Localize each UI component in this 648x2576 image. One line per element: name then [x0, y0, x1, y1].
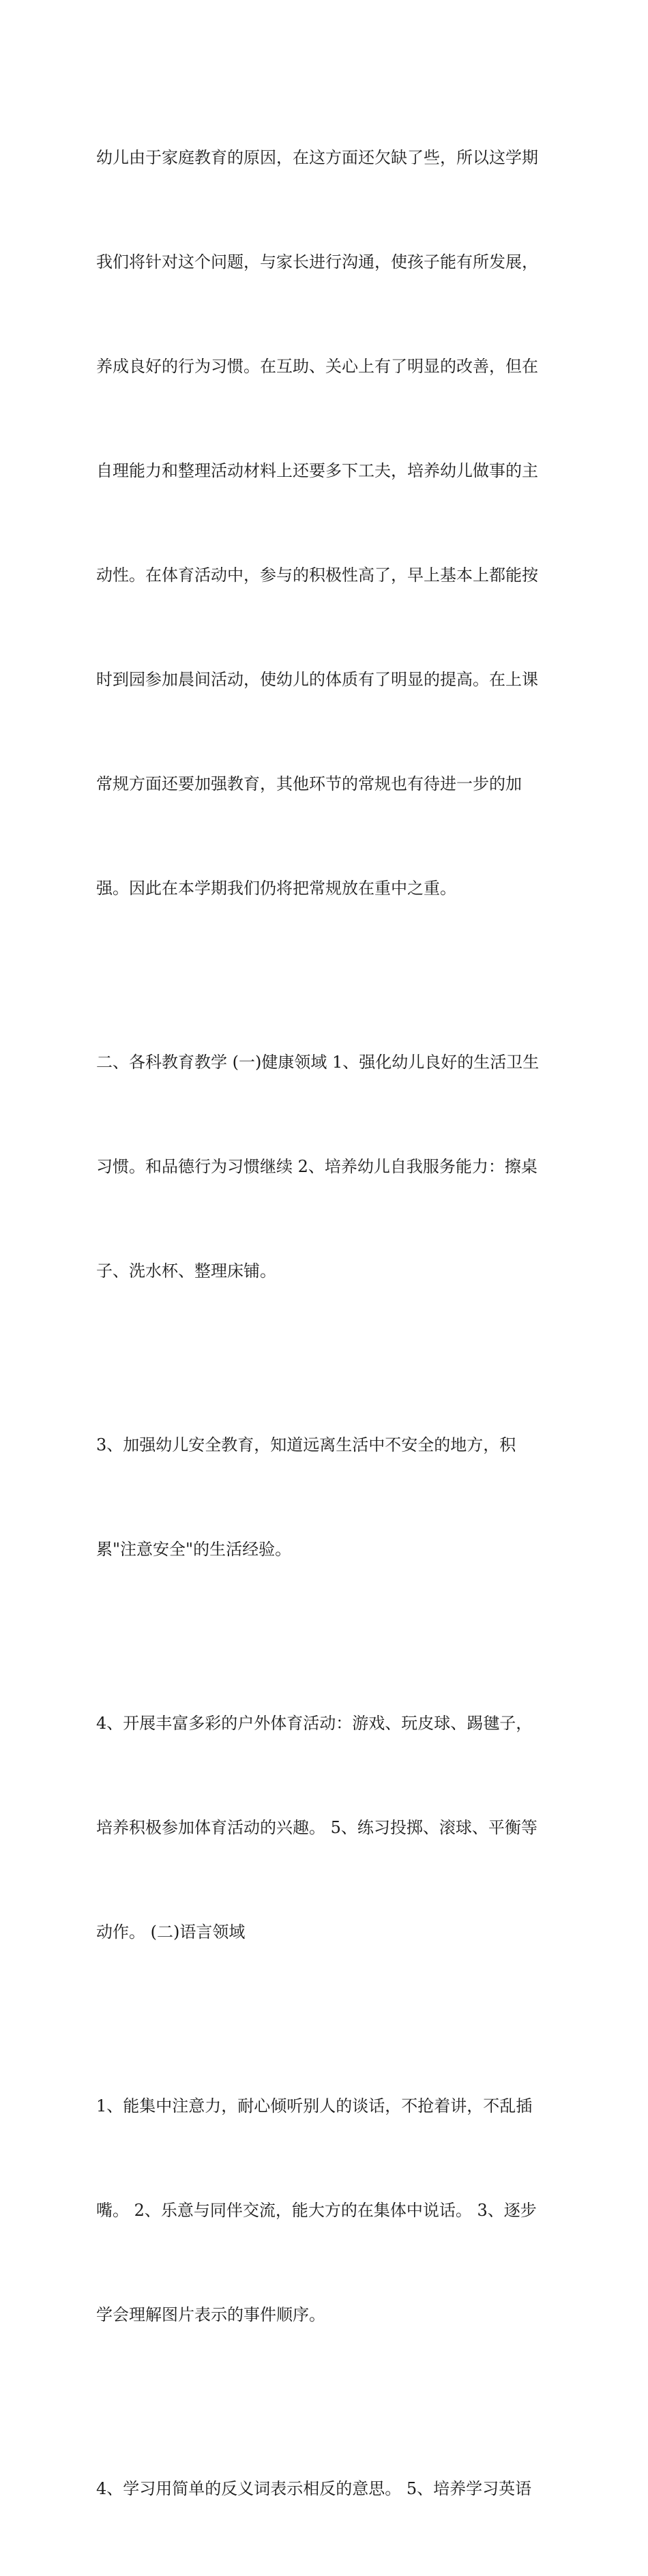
- text-line: 习惯。和品德行为习惯继续 2、培养幼儿自我服务能力：擦桌: [96, 1157, 537, 1176]
- paragraph-3: [96, 1358, 567, 1637]
- text-line: 嘴。 2、乐意与同伴交流，能大方的在集体中说话。 3、逐步: [96, 2201, 537, 2220]
- paragraph-6: [96, 2402, 567, 2576]
- text-line: 时到园参加晨间活动，使幼儿的体质有了明显的提高。在上课: [96, 670, 538, 689]
- text-line: 子、洗水杯、整理床铺。: [96, 1261, 276, 1280]
- text-line: 3、加强幼儿安全教育，知道远离生活中不安全的地方，积: [96, 1435, 516, 1454]
- text-line: 4、学习用简单的反义词表示相反的意思。 5、培养学习英语: [96, 2479, 532, 2498]
- paragraph-4: [96, 1637, 567, 2019]
- text-line: 培养积极参加体育活动的兴趣。 5、练习投掷、滚球、平衡等: [96, 1818, 537, 1837]
- text-line: 二、各科教育教学 (一)健康领域 1、强化幼儿良好的生活卫生: [96, 1053, 540, 1072]
- text-line: 幼儿由于家庭教育的原因，在这方面还欠缺了些，所以这学期: [96, 148, 538, 167]
- text-line: 动作。 (二)语言领域: [96, 1922, 246, 1942]
- text-line: 累"注意安全"的生活经验。: [96, 1540, 292, 1559]
- text-line: 强。因此在本学期我们仍将把常规放在重中之重。: [96, 879, 456, 898]
- text-line: 常规方面还要加强教育，其他环节的常规也有待进一步的加: [96, 774, 522, 793]
- text-line: 1、能集中注意力，耐心倾听别人的谈话，不抢着讲，不乱插: [96, 2096, 533, 2116]
- paragraph-5: [96, 2019, 567, 2402]
- text-line: 动性。在体育活动中，参与的积极性高了，早上基本上都能按: [96, 566, 538, 585]
- paragraph-1: [96, 71, 567, 976]
- text-line: 4、开展丰富多彩的户外体育活动：游戏、玩皮球、踢毽子，: [96, 1714, 533, 1733]
- document-body: [96, 71, 567, 2576]
- text-line: 养成良好的行为习惯。在互助、关心上有了明显的改善，但在: [96, 357, 538, 376]
- text-line: 自理能力和整理活动材料上还要多下工夫，培养幼儿做事的主: [96, 461, 538, 480]
- paragraph-2: [96, 976, 567, 1358]
- text-line: 学会理解图片表示的事件顺序。: [96, 2305, 325, 2324]
- text-line: 我们将针对这个问题，与家长进行沟通，使孩子能有所发展，: [96, 252, 538, 272]
